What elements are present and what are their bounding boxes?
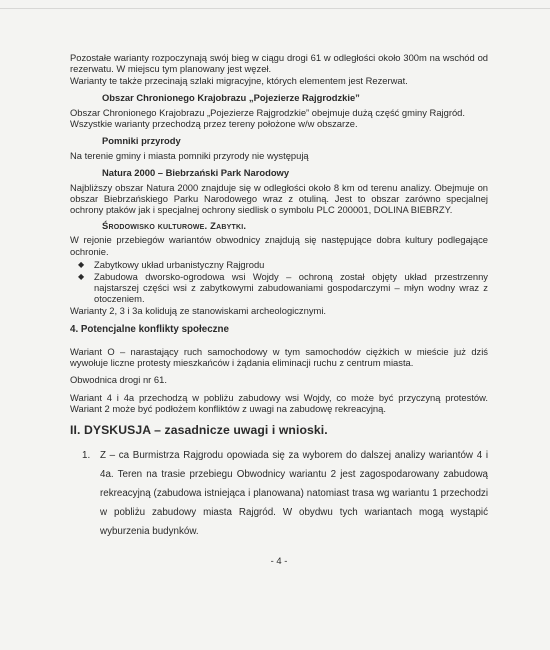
- section-heading-obszar: Obszar Chronionego Krajobrazu „Pojezierze Rajgrodzkie”: [102, 92, 360, 104]
- page-number: - 4 -: [270, 554, 288, 566]
- natura-paragraph: Najbliższy obszar Natura 2000 znajduje się w odległości około 8 km od terenu analizy. Obejmuje on obszar Biebrzańskiego Parku Narodowego wraz z otuliną. Jest to obszar zarówno specjalnej ochrony ptaków jak i specjalnej ochrony siedlisk o symbolu PLC 200001, DOLINA BIEBRZY.: [70, 181, 488, 216]
- heritage-list: [70, 259, 488, 305]
- srodowisko-paragraph: W rejonie przebiegów wariantów obwodnicy znajdują się następujące dobra kultury podlegające ochronie.: [70, 234, 488, 257]
- document-body: [70, 52, 488, 566]
- obszar-paragraph: Obszar Chronionego Krajobrazu „Pojezierze Rajgrodzkie” obejmuje dużą część gminy Rajgród.: [70, 106, 465, 118]
- section-heading-konflikty: 4. Potencjalne konflikty społeczne: [70, 324, 229, 336]
- list-item: [78, 259, 488, 270]
- list-item-text: Zabytkowy układ urbanistyczny Rajgrodu: [94, 259, 265, 271]
- pomniki-paragraph: Na terenie gminy i miasta pomniki przyrody nie występują: [70, 149, 309, 161]
- list-item: [82, 446, 488, 541]
- konflikty-paragraph: Wariant O – narastający ruch samochodowy w tym samochodów ciężkich w mieście już dziś wywołuje liczne protesty mieszkańców i żądania eliminacji ruchu z centrum miasta.: [70, 345, 488, 368]
- warianty-paragraph: Warianty 2, 3 i 3a kolidują ze stanowiskami archeologicznymi.: [70, 304, 327, 316]
- scan-edge-line: [0, 8, 550, 9]
- list-item-text: Z – ca Burmistrza Rajgrodu opowiada się za wyborem do dalszej analizy wariantów 4 i 4a. Teren na trasie przebiegu Obwodnicy wariantu 2 jest zagospodarowany zabudową rekreacyjną (zabudowa istniejąca i planowana) natomiast trasa wg wariantu 1 przechodzi w pobliżu zabudowy miasta Rajgród. W obydwu tych wariantach mogą wystąpić wyburzenia budynków.: [100, 449, 488, 537]
- intro-paragraph-2: Warianty te także przecinają szlaki migracyjne, których elementem jest Rezerwat.: [70, 74, 408, 86]
- list-item-text: Zabudowa dworsko-ogrodowa wsi Wojdy – ochroną został objęty układ przestrzenny najstarszej części wsi z zabytkowymi zabudowaniami gospodarczymi – młyn wodny wraz z otoczeniem.: [94, 270, 488, 305]
- diamond-bullet-icon: ◆: [78, 260, 85, 270]
- section-heading-srodowisko: Środowisko kulturowe. Zabytki.: [102, 219, 247, 231]
- diamond-bullet-icon: ◆: [78, 271, 85, 281]
- discussion-list: [70, 446, 488, 541]
- konflikty-paragraph-3: Wariant 4 i 4a przechodzą w pobliżu zabudowy wsi Wojdy, co może być przyczyną protestów. Wariant 2 może być podłożem konfliktów z uwagi na zabudowę rekreacyjną.: [70, 391, 488, 415]
- intro-paragraph: Pozostałe warianty rozpoczynają swój bieg w ciągu drogi 61 w odległości około 300m na wschód od rezerwatu. W miejscu tym planowany jest węzeł.: [70, 52, 488, 75]
- konflikty-paragraph-2: Obwodnica drogi nr 61.: [70, 374, 167, 386]
- list-item: [78, 271, 488, 305]
- section-heading-pomniki: Pomniki przyrody: [102, 135, 181, 147]
- section-heading-dyskusja: II. DYSKUSJA – zasadnicze uwagi i wnioski.: [70, 422, 328, 437]
- obszar-paragraph-2: Wszystkie warianty przechodzą przez tereny położone w/w obszarze.: [70, 118, 358, 130]
- section-heading-natura: Natura 2000 – Biebrzański Park Narodowy: [102, 167, 290, 179]
- list-item-number: 1.: [82, 449, 91, 461]
